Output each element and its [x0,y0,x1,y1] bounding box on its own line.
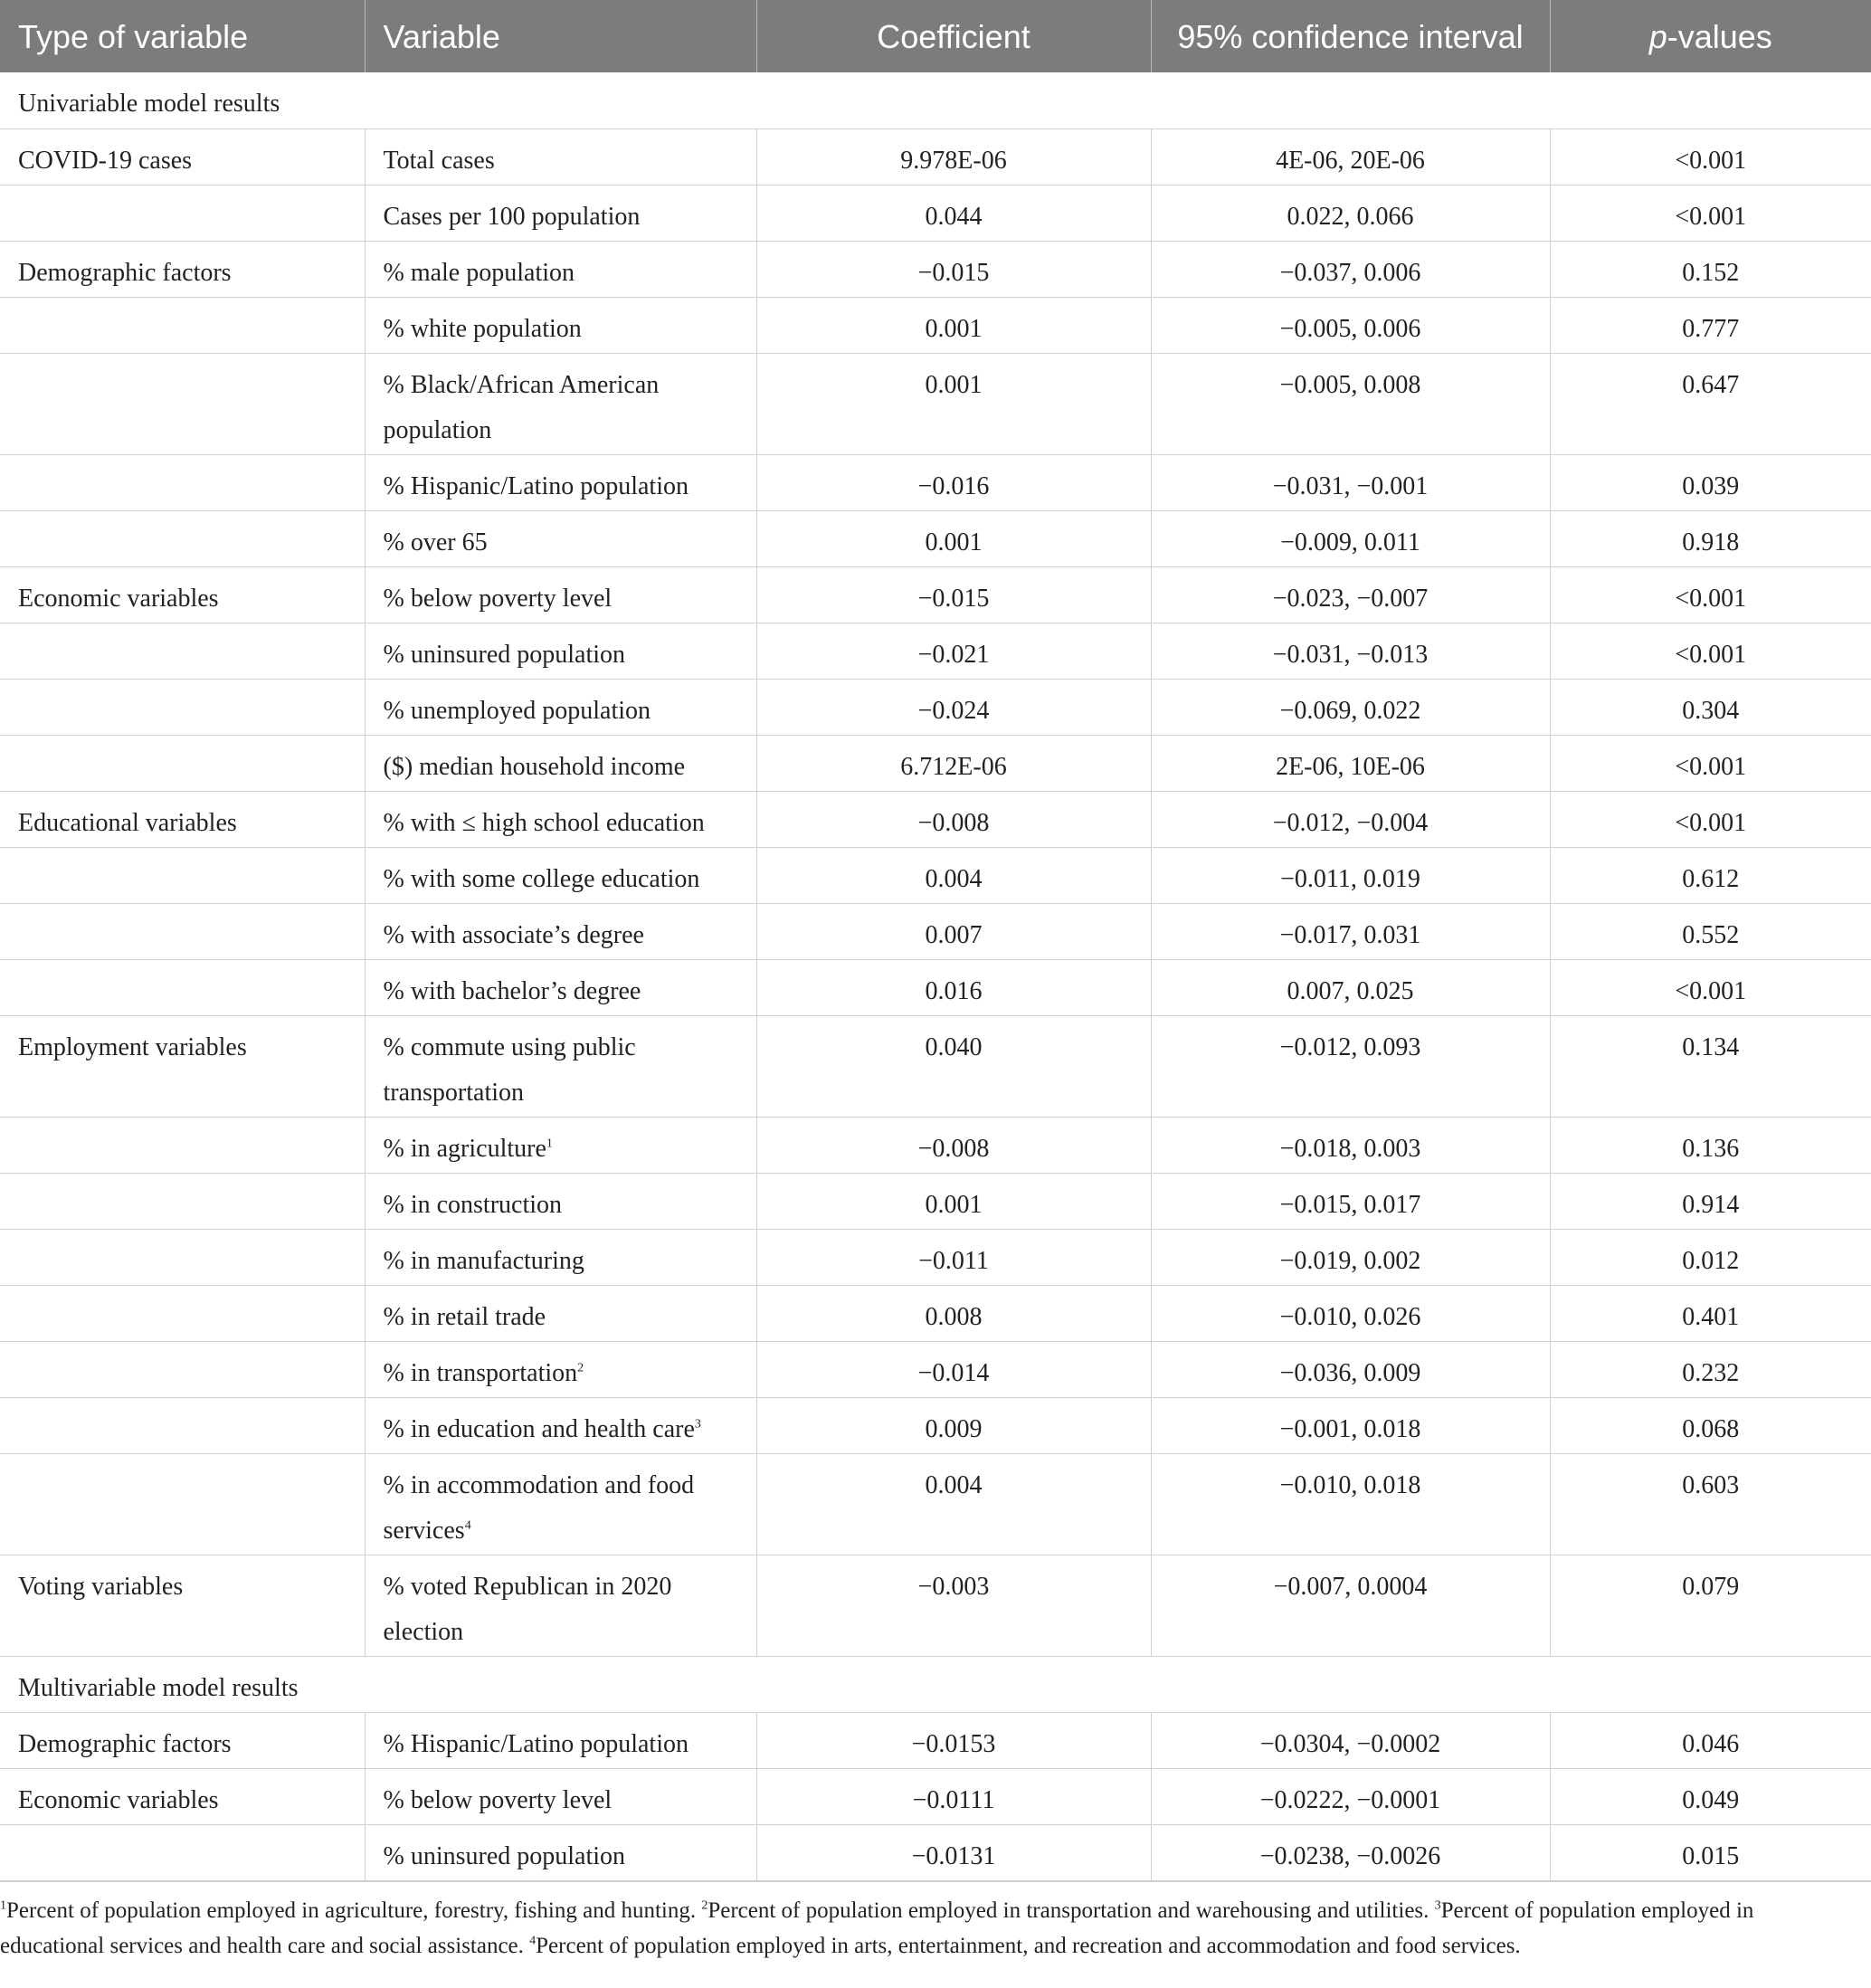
table-row [0,847,1871,903]
table-row [0,128,1871,185]
p-value-cell: 0.612 [1550,847,1871,903]
coefficient-cell: −0.011 [756,1229,1151,1285]
confidence-interval-cell: −0.036, 0.009 [1151,1341,1550,1397]
variable-name-cell [365,1824,756,1880]
coefficient-cell: 0.001 [756,510,1151,566]
variable-type-cell: Demographic factors [0,1712,365,1768]
variable-name-cell [365,353,756,454]
coefficient-cell: −0.014 [756,1341,1151,1397]
confidence-interval-cell: −0.017, 0.031 [1151,903,1550,959]
variable-name-cell [365,1453,756,1555]
confidence-interval-cell: −0.012, −0.004 [1151,791,1550,847]
variable-label: % male population [383,258,575,287]
p-value-cell: 0.304 [1550,679,1871,735]
coefficient-cell: 0.004 [756,847,1151,903]
coefficient-cell: 0.044 [756,185,1151,241]
coefficient-cell: 0.001 [756,353,1151,454]
confidence-interval-cell: 0.022, 0.066 [1151,185,1550,241]
coefficient-cell: −0.003 [756,1555,1151,1656]
coefficient-cell: 0.009 [756,1397,1151,1453]
variable-name-cell [365,241,756,297]
coefficient-cell: −0.008 [756,1117,1151,1173]
p-value-cell: 0.039 [1550,454,1871,510]
p-value-cell: <0.001 [1550,735,1871,791]
variable-label: % in transportation [383,1358,578,1387]
footnote-mark: 1 [0,1898,6,1913]
confidence-interval-cell: −0.015, 0.017 [1151,1173,1550,1229]
variable-name-cell [365,791,756,847]
variable-name-cell [365,454,756,510]
variable-name-cell [365,1229,756,1285]
variable-type-cell: Economic variables [0,1768,365,1824]
variable-label: % in construction [383,1190,563,1219]
variable-name-cell [365,1285,756,1341]
table-row [0,1768,1871,1824]
variable-label: ($) median household income [383,752,686,781]
header-confidence-interval: 95% confidence interval [1151,0,1550,72]
variable-type-cell [0,454,365,510]
univariable-section-row [0,72,1871,128]
coefficient-cell: 0.040 [756,1015,1151,1117]
variable-label: % with ≤ high school education [383,808,705,837]
confidence-interval-cell: −0.0304, −0.0002 [1151,1712,1550,1768]
p-value-cell: <0.001 [1550,185,1871,241]
variable-name-cell [365,1768,756,1824]
coefficient-cell: 0.016 [756,959,1151,1015]
table-row [0,735,1871,791]
coefficient-cell: 0.001 [756,297,1151,353]
p-value-cell: 0.012 [1550,1229,1871,1285]
coefficient-cell: 9.978E-06 [756,128,1151,185]
confidence-interval-cell: −0.031, −0.001 [1151,454,1550,510]
variable-label: % below poverty level [383,584,613,613]
variable-name-cell [365,959,756,1015]
variable-label: % with bachelor’s degree [383,976,641,1005]
table-row [0,903,1871,959]
variable-name-cell [365,297,756,353]
confidence-interval-cell: −0.009, 0.011 [1151,510,1550,566]
coefficient-cell: −0.015 [756,566,1151,623]
header-p-italic: p [1648,18,1667,55]
variable-label: % commute using public transportation [383,1032,636,1107]
variable-name-cell [365,623,756,679]
variable-name-cell [365,128,756,185]
table-row [0,679,1871,735]
table-row [0,297,1871,353]
variable-label: Cases per 100 population [383,202,641,231]
table-row [0,1285,1871,1341]
table-header [0,0,1871,72]
footnote-mark: 4 [529,1934,537,1948]
multivariable-section-heading: Multivariable model results [0,1656,1871,1712]
p-value-cell: 0.401 [1550,1285,1871,1341]
variable-type-cell [0,1824,365,1880]
p-value-cell: 0.603 [1550,1453,1871,1555]
confidence-interval-cell: −0.011, 0.019 [1151,847,1550,903]
variable-name-cell [365,735,756,791]
variable-label: % uninsured population [383,640,626,669]
coefficient-cell: 0.001 [756,1173,1151,1229]
p-value-cell: <0.001 [1550,128,1871,185]
confidence-interval-cell: −0.010, 0.018 [1151,1453,1550,1555]
variable-type-cell [0,1341,365,1397]
variable-type-cell: Employment variables [0,1015,365,1117]
coefficient-cell: −0.0111 [756,1768,1151,1824]
p-value-cell: 0.647 [1550,353,1871,454]
p-value-cell: 0.068 [1550,1397,1871,1453]
confidence-interval-cell: −0.037, 0.006 [1151,241,1550,297]
table-row [0,353,1871,454]
footnote-mark: 2 [701,1898,708,1913]
confidence-interval-cell: −0.005, 0.006 [1151,297,1550,353]
footnote-text: Percent of population employed in agriculture, forestry, fishing and hunting. [6,1898,702,1923]
variable-label: % uninsured population [383,1841,626,1870]
variable-type-cell [0,1453,365,1555]
table-row [0,185,1871,241]
variable-label: % in manufacturing [383,1246,584,1275]
table-row [0,791,1871,847]
table-row [0,623,1871,679]
variable-name-cell [365,1117,756,1173]
p-value-cell: 0.152 [1550,241,1871,297]
table-row [0,1117,1871,1173]
variable-type-cell [0,679,365,735]
coefficient-cell: −0.015 [756,241,1151,297]
variable-type-cell [0,735,365,791]
variable-name-cell [365,1397,756,1453]
variable-label: % Hispanic/Latino population [383,471,689,500]
variable-type-cell [0,1117,365,1173]
coefficient-cell: −0.021 [756,623,1151,679]
coefficient-cell: −0.0153 [756,1712,1151,1768]
coefficient-cell: 0.004 [756,1453,1151,1555]
table-row [0,510,1871,566]
confidence-interval-cell: 4E-06, 20E-06 [1151,128,1550,185]
confidence-interval-cell: 2E-06, 10E-06 [1151,735,1550,791]
table-row [0,566,1871,623]
p-value-cell: 0.232 [1550,1341,1871,1397]
header-variable: Variable [365,0,756,72]
confidence-interval-cell: −0.031, −0.013 [1151,623,1550,679]
table-row [0,1824,1871,1880]
variable-type-cell [0,1229,365,1285]
header-coefficient: Coefficient [756,0,1151,72]
table-row [0,959,1871,1015]
variable-type-cell: Demographic factors [0,241,365,297]
coefficient-cell: −0.0131 [756,1824,1151,1880]
variable-label: Total cases [383,146,495,175]
variable-type-cell [0,903,365,959]
variable-name-cell [365,847,756,903]
confidence-interval-cell: −0.001, 0.018 [1151,1397,1550,1453]
variable-name-cell [365,510,756,566]
coefficient-cell: 6.712E-06 [756,735,1151,791]
coefficient-cell: −0.024 [756,679,1151,735]
table-row [0,1173,1871,1229]
footnote-marker: 2 [577,1361,584,1375]
table-row [0,1555,1871,1656]
variable-name-cell [365,679,756,735]
p-value-cell: 0.079 [1550,1555,1871,1656]
confidence-interval-cell: −0.010, 0.026 [1151,1285,1550,1341]
variable-name-cell [365,1173,756,1229]
p-value-cell: <0.001 [1550,566,1871,623]
p-value-cell: 0.918 [1550,510,1871,566]
variable-name-cell [365,1341,756,1397]
table-body [0,72,1871,1880]
footnote-text: Percent of population employed in educational services and health care and social assistance. [0,1898,1754,1958]
variable-label: % in accommodation and food services [383,1470,695,1545]
variable-type-cell [0,185,365,241]
variable-label: % in retail trade [383,1302,546,1331]
confidence-interval-cell: −0.023, −0.007 [1151,566,1550,623]
table-row [0,1712,1871,1768]
variable-label: % with some college education [383,864,700,893]
variable-type-cell [0,1173,365,1229]
p-value-cell: 0.136 [1550,1117,1871,1173]
p-value-cell: 0.552 [1550,903,1871,959]
p-value-cell: 0.914 [1550,1173,1871,1229]
variable-type-cell [0,353,365,454]
confidence-interval-cell: −0.019, 0.002 [1151,1229,1550,1285]
p-value-cell: 0.134 [1550,1015,1871,1117]
p-value-cell: <0.001 [1550,959,1871,1015]
table-row [0,1341,1871,1397]
confidence-interval-cell: −0.005, 0.008 [1151,353,1550,454]
variable-type-cell: Voting variables [0,1555,365,1656]
footnote-marker: 4 [464,1518,471,1533]
table-row [0,1229,1871,1285]
table-row [0,1015,1871,1117]
variable-label: % voted Republican in 2020 election [383,1572,672,1646]
footnote-marker: 1 [546,1137,553,1151]
variable-name-cell [365,1712,756,1768]
variable-name-cell [365,1555,756,1656]
confidence-interval-cell: −0.018, 0.003 [1151,1117,1550,1173]
confidence-interval-cell: −0.069, 0.022 [1151,679,1550,735]
variable-type-cell [0,847,365,903]
variable-type-cell [0,297,365,353]
variable-type-cell: Educational variables [0,791,365,847]
confidence-interval-cell: −0.007, 0.0004 [1151,1555,1550,1656]
confidence-interval-cell: −0.0222, −0.0001 [1151,1768,1550,1824]
variable-label: % white population [383,314,582,343]
confidence-interval-cell: −0.012, 0.093 [1151,1015,1550,1117]
multivariable-section-row [0,1656,1871,1712]
footnote-mark: 3 [1434,1898,1441,1913]
variable-name-cell [365,1015,756,1117]
coefficient-cell: 0.007 [756,903,1151,959]
variable-name-cell [365,566,756,623]
coefficient-cell: −0.016 [756,454,1151,510]
variable-label: % with associate’s degree [383,920,644,949]
variable-label: % over 65 [383,528,488,556]
coefficient-cell: −0.008 [756,791,1151,847]
header-p-values [1550,0,1871,72]
variable-label: % in agriculture [383,1134,546,1163]
variable-label: % unemployed population [383,696,651,725]
variable-name-cell [365,903,756,959]
variable-type-cell [0,1397,365,1453]
p-value-cell: <0.001 [1550,791,1871,847]
table-row [0,1397,1871,1453]
variable-label: % Black/African American population [383,370,660,444]
variable-label: % in education and health care [383,1414,695,1443]
table-footnotes [0,1881,1871,1964]
variable-type-cell [0,623,365,679]
coefficient-cell: 0.008 [756,1285,1151,1341]
univariable-section-heading: Univariable model results [0,72,1871,128]
variable-label: % below poverty level [383,1785,613,1814]
confidence-interval-cell: 0.007, 0.025 [1151,959,1550,1015]
p-value-cell: 0.015 [1550,1824,1871,1880]
variable-type-cell [0,1285,365,1341]
footnote-marker: 3 [694,1417,701,1432]
confidence-interval-cell: −0.0238, −0.0026 [1151,1824,1550,1880]
p-value-cell: 0.049 [1550,1768,1871,1824]
footnote-text: Percent of population employed in transportation and warehousing and utilities. [708,1898,1435,1923]
header-p-suffix: -values [1667,18,1772,55]
variable-type-cell [0,959,365,1015]
header-type-of-variable: Type of variable [0,0,365,72]
variable-name-cell [365,185,756,241]
p-value-cell: <0.001 [1550,623,1871,679]
table-row [0,1453,1871,1555]
table-row [0,454,1871,510]
footnote-text: Percent of population employed in arts, entertainment, and recreation and accommodation and food services. [536,1933,1521,1958]
variable-type-cell: Economic variables [0,566,365,623]
p-value-cell: 0.777 [1550,297,1871,353]
variable-type-cell [0,510,365,566]
p-value-cell: 0.046 [1550,1712,1871,1768]
variable-label: % Hispanic/Latino population [383,1729,689,1758]
variable-type-cell: COVID-19 cases [0,128,365,185]
table-row [0,241,1871,297]
